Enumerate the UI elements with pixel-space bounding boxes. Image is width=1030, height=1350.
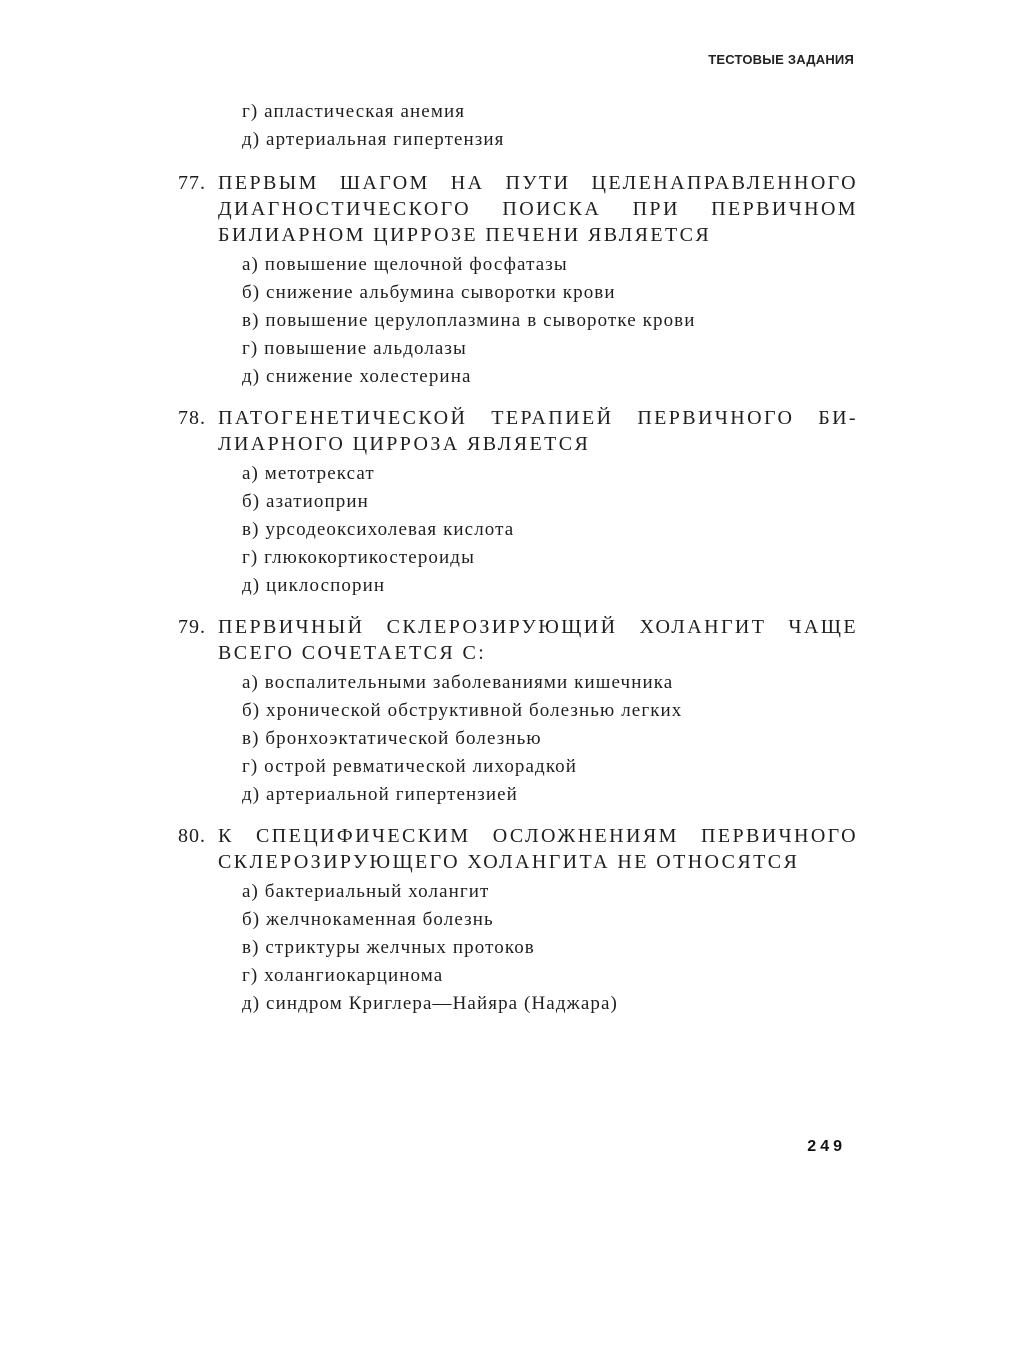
answer-options [178,878,858,1018]
answer-option: в) повышение церулоплазмина в сыворотке крови [242,310,696,331]
question-heading [178,823,858,875]
page-number: 249 [807,1138,846,1155]
answer-option: г) холангиокарцинома [242,965,444,986]
question-number: 80. [178,825,206,847]
answer-option: д) артериальная гипертензия [242,129,505,150]
question-text: ПЕРВИЧНЫЙ СКЛЕРОЗИРУЮЩИЙ ХОЛАНГИТ ЧАЩЕ ВСЕГО СОЧЕТАЕТСЯ С: [218,616,858,664]
answer-option: д) синдром Криглера—Найяра (Наджара) [242,993,618,1014]
answer-option: а) повышение щелочной фосфатазы [242,254,568,275]
answer-options [178,460,858,600]
answer-option: д) циклоспорин [242,575,386,596]
question-text: ПАТОГЕНЕТИЧЕСКОЙ ТЕРАПИЕЙ ПЕРВИЧНОГО БИ-ЛИАРНОГО ЦИРРОЗА ЯВЛЯЕТСЯ [218,407,858,455]
question-number: 79. [178,616,206,638]
carryover-options [178,98,858,154]
answer-option: б) желчнокаменная болезнь [242,909,494,930]
answer-option: в) бронхоэктатической болезнью [242,728,542,749]
answer-option: б) азатиоприн [242,491,369,512]
running-header: ТЕСТОВЫЕ ЗАДАНИЯ [708,52,854,67]
question-79 [178,614,858,809]
answer-options [178,669,858,809]
page-content [178,98,858,1032]
answer-option: в) урсодеоксихолевая кислота [242,519,515,540]
answer-option: в) стриктуры желчных протоков [242,937,535,958]
answer-option: г) апластическая анемия [242,101,466,122]
answer-option: д) артериальной гипертензией [242,784,518,805]
question-heading [178,405,858,457]
answer-option: г) глюкокортикостероиды [242,547,475,568]
question-text: ПЕРВЫМ ШАГОМ НА ПУТИ ЦЕЛЕНАПРАВЛЕННОГО ДИАГНОСТИЧЕСКОГО ПОИСКА ПРИ ПЕРВИЧНОМ БИЛИАРНОМ ЦИРРОЗЕ ПЕЧЕНИ ЯВЛЯЕТСЯ [218,172,858,246]
question-text: К СПЕЦИФИЧЕСКИМ ОСЛОЖНЕНИЯМ ПЕРВИЧНОГО СКЛЕРОЗИРУЮЩЕГО ХОЛАНГИТА НЕ ОТНОСЯТСЯ [218,825,858,873]
answer-option: а) бактериальный холангит [242,881,490,902]
answer-option: б) снижение альбумина сыворотки крови [242,282,616,303]
question-number: 77. [178,172,206,194]
question-heading [178,614,858,666]
answer-option: б) хронической обструктивной болезнью легких [242,700,683,721]
question-80 [178,823,858,1018]
question-heading [178,170,858,248]
answer-options [178,251,858,391]
question-number: 78. [178,407,206,429]
answer-option: г) повышение альдолазы [242,338,467,359]
answer-option: д) снижение холестерина [242,366,472,387]
question-78 [178,405,858,600]
question-77 [178,170,858,391]
answer-option: а) метотрексат [242,463,375,484]
answer-option: г) острой ревматической лихорадкой [242,756,578,777]
answer-option: а) воспалительными заболеваниями кишечника [242,672,674,693]
